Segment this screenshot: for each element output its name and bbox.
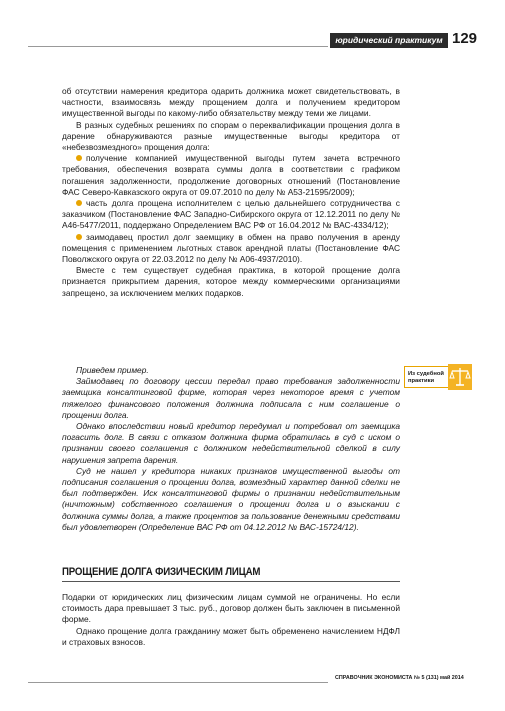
page-number: 129 [452, 30, 478, 47]
paragraph: об отсутствии намерения кредитора одарить должника может свидетельствовать, в частности, взаимосвязь между прощением долга и получением кредитором имущественной выгоды по какому-либо обязательству между теми же лицами. [62, 86, 400, 119]
bullet-text: часть долга прощена исполнителем с целью дальнейшего сотрудничества с заказчиком (Постановление ФАС Западно-Сибирского округа от 12.12.2011 по делу № А46-5477/2011, поддержано Определением ВАС РФ от 16.04.2012 № ВАС-4334/12); [62, 198, 400, 231]
paragraph: Вместе с тем существует судебная практика, в которой прощение долга признается прикрытием дарения, которое между коммерческими организациями запрещено, за исключением мелких подарков. [62, 265, 400, 298]
paragraph: Приведем пример. [76, 365, 149, 375]
bullet-item [62, 198, 400, 232]
bullet-icon [76, 200, 82, 206]
bullet-item [62, 153, 400, 198]
paragraph: Суд не нашел у кредитора никаких признаков имущественной выгоды от подписания соглашения о прощении долга, возмездный характер данной сделки не был подтвержден. Иск консалтинговой фирмы о признании недействительным (ничтожным) собственного соглашения о прощении долга и о взыскании с должника суммы долга, а также процентов за пользование денежными средствами был удовлетворен (Определение ВАС РФ от 04.12.2012 № ВАС-15724/12). [62, 465, 400, 532]
section-title: ПРОЩЕНИЕ ДОЛГА ФИЗИЧЕСКИМ ЛИЦАМ [62, 566, 261, 578]
bullet-text: заимодавец простил долг заемщику в обмен на право получения в аренду помещения с применением льготных ставок арендной платы (Постановление ФАС Поволжского округа от 22.03.2012 по делу № А06-4937/2010). [62, 231, 400, 265]
paragraph: Подарки от юридических лиц физическим лицам суммой не ограничены. Но если стоимость дара превышает 3 тыс. руб., договор должен быть заключен в письменной форме. [62, 592, 400, 625]
body-block-3 [62, 592, 400, 648]
footer-rule [28, 682, 328, 683]
case-example [62, 365, 400, 533]
paragraph: В разных судебных решениях по спорам о переквалификации прощения долга в дарение обнаруживаются разные имущественные выгоды кредитора от «небезвозмездного» прощения долга: [62, 119, 400, 153]
bullet-icon [76, 234, 82, 240]
header-rule [28, 46, 328, 47]
paragraph: Займодавец по договору цессии передал право требования задолженности заемщика консалтинговой фирме, которая через некоторое время с учетом тяжелого финансового положения должника подписала с ним соглашение о прощении долга. [62, 376, 400, 420]
bullet-item [62, 232, 400, 266]
paragraph: Однако прощение долга гражданину может быть обременено начислением НДФЛ и страховых взносов. [62, 625, 400, 647]
scales-icon [448, 364, 472, 390]
paragraph: Однако впоследствии новый кредитор передумал и потребовал от заемщика погасить долг. В связи с отказом должника фирма обратилась в суд с иском о признании своего соглашения с должником недействительной сделкой в силу нарушения запрета дарения. [62, 421, 400, 465]
running-head: юридический практикум [330, 33, 448, 48]
section-rule [62, 581, 400, 582]
bullet-icon [76, 155, 82, 161]
footer-text: СПРАВОЧНИК ЭКОНОМИСТА № 5 (131) май 2014 [335, 675, 464, 681]
body-block-1 [62, 86, 400, 299]
sidebar-label: Из судебной практики [404, 366, 452, 388]
bullet-text: получение компанией имущественной выгоды путем зачета встречного требования, обеспечения возврата суммы долга в соответствии с графиком погашения задолженности, продолжение договорных отношений (Постановление ФАС Северо-Кавказского округа от 09.07.2010 по делу № А53-21595/2009); [62, 153, 400, 197]
